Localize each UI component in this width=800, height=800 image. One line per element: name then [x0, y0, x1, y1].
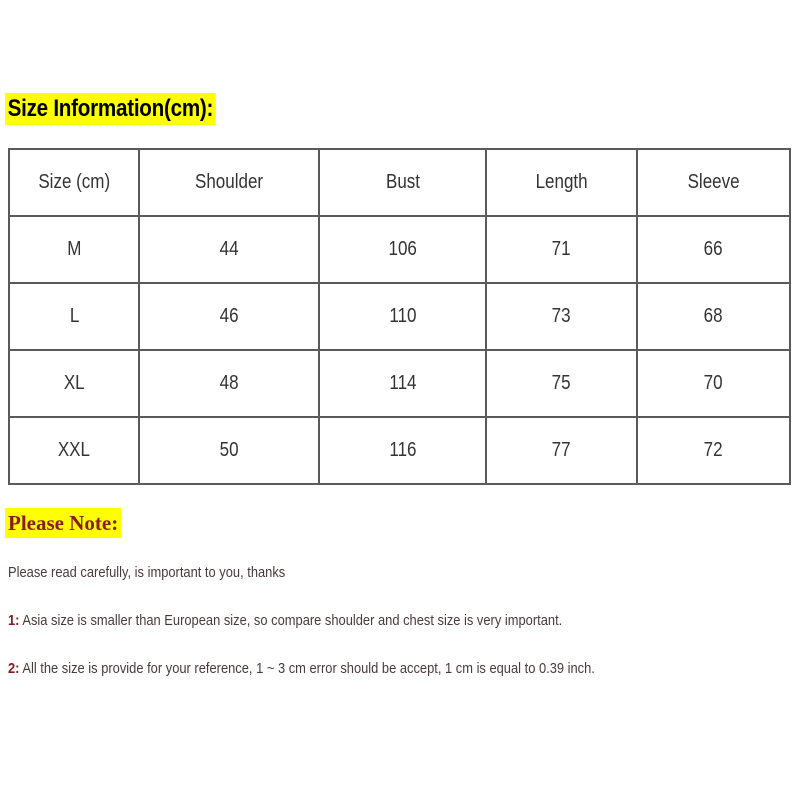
table-row [10, 217, 791, 284]
header-sleeve-label: Sleeve [687, 171, 740, 193]
cell-length: 77 [552, 439, 572, 461]
table-cell [10, 284, 140, 351]
header-size [10, 150, 140, 217]
cell-length: 71 [552, 238, 572, 260]
table-cell [320, 217, 487, 284]
cell-sleeve: 66 [703, 238, 723, 260]
note-intro: Please read carefully, is important to you, thanks [8, 564, 286, 581]
header-sleeve [638, 150, 791, 217]
header-bust-label: Bust [385, 171, 420, 193]
table-cell [140, 284, 320, 351]
table-cell [10, 351, 140, 418]
table-cell [320, 351, 487, 418]
header-shoulder [140, 150, 320, 217]
note-heading: Please Note: [5, 508, 121, 538]
cell-shoulder: 46 [219, 305, 239, 327]
header-length [487, 150, 637, 217]
note-heading-wrap [5, 508, 121, 538]
header-bust [320, 150, 487, 217]
cell-bust: 116 [389, 439, 417, 461]
table-row [10, 418, 791, 485]
table-cell [487, 351, 637, 418]
note-item-text: All the size is provide for your reference, 1 ~ 3 cm error should be accept, 1 cm is equal to 0.39 inch. [19, 660, 595, 677]
cell-bust: 114 [389, 372, 417, 394]
cell-size: L [69, 305, 79, 327]
header-size-label: Size (cm) [38, 171, 111, 193]
table-header-row [10, 150, 791, 217]
cell-shoulder: 48 [219, 372, 239, 394]
table-cell [638, 284, 791, 351]
table-cell [320, 418, 487, 485]
cell-length: 73 [552, 305, 572, 327]
cell-length: 75 [552, 372, 572, 394]
note-item-number: 2: [8, 660, 20, 677]
cell-sleeve: 68 [703, 305, 723, 327]
table-cell [10, 418, 140, 485]
cell-shoulder: 50 [219, 439, 239, 461]
size-table [8, 148, 791, 485]
cell-sleeve: 72 [703, 439, 723, 461]
table-row [10, 351, 791, 418]
table-cell [140, 217, 320, 284]
note-item-number: 1: [8, 612, 20, 629]
note-item-text: Asia size is smaller than European size, so compare shoulder and chest size is very important. [19, 612, 563, 629]
table-cell [10, 217, 140, 284]
table-cell [140, 418, 320, 485]
cell-size: XL [63, 372, 85, 394]
header-shoulder-label: Shoulder [195, 171, 264, 193]
table-cell [487, 217, 637, 284]
table-row [10, 284, 791, 351]
cell-size: XXL [58, 439, 91, 461]
size-info-heading-wrap [5, 93, 250, 125]
cell-bust: 110 [389, 305, 417, 327]
table-cell [140, 351, 320, 418]
table-cell [638, 351, 791, 418]
cell-sleeve: 70 [703, 372, 723, 394]
header-length-label: Length [535, 171, 588, 193]
cell-shoulder: 44 [219, 238, 239, 260]
note-item-1 [8, 612, 562, 629]
note-item-2 [8, 660, 595, 677]
cell-bust: 106 [388, 238, 418, 260]
table-cell [320, 284, 487, 351]
table-cell [487, 284, 637, 351]
table-cell [638, 217, 791, 284]
table-cell [487, 418, 637, 485]
table-cell [638, 418, 791, 485]
size-info-heading: Size Information(cm): [5, 93, 216, 125]
cell-size: M [67, 238, 82, 260]
